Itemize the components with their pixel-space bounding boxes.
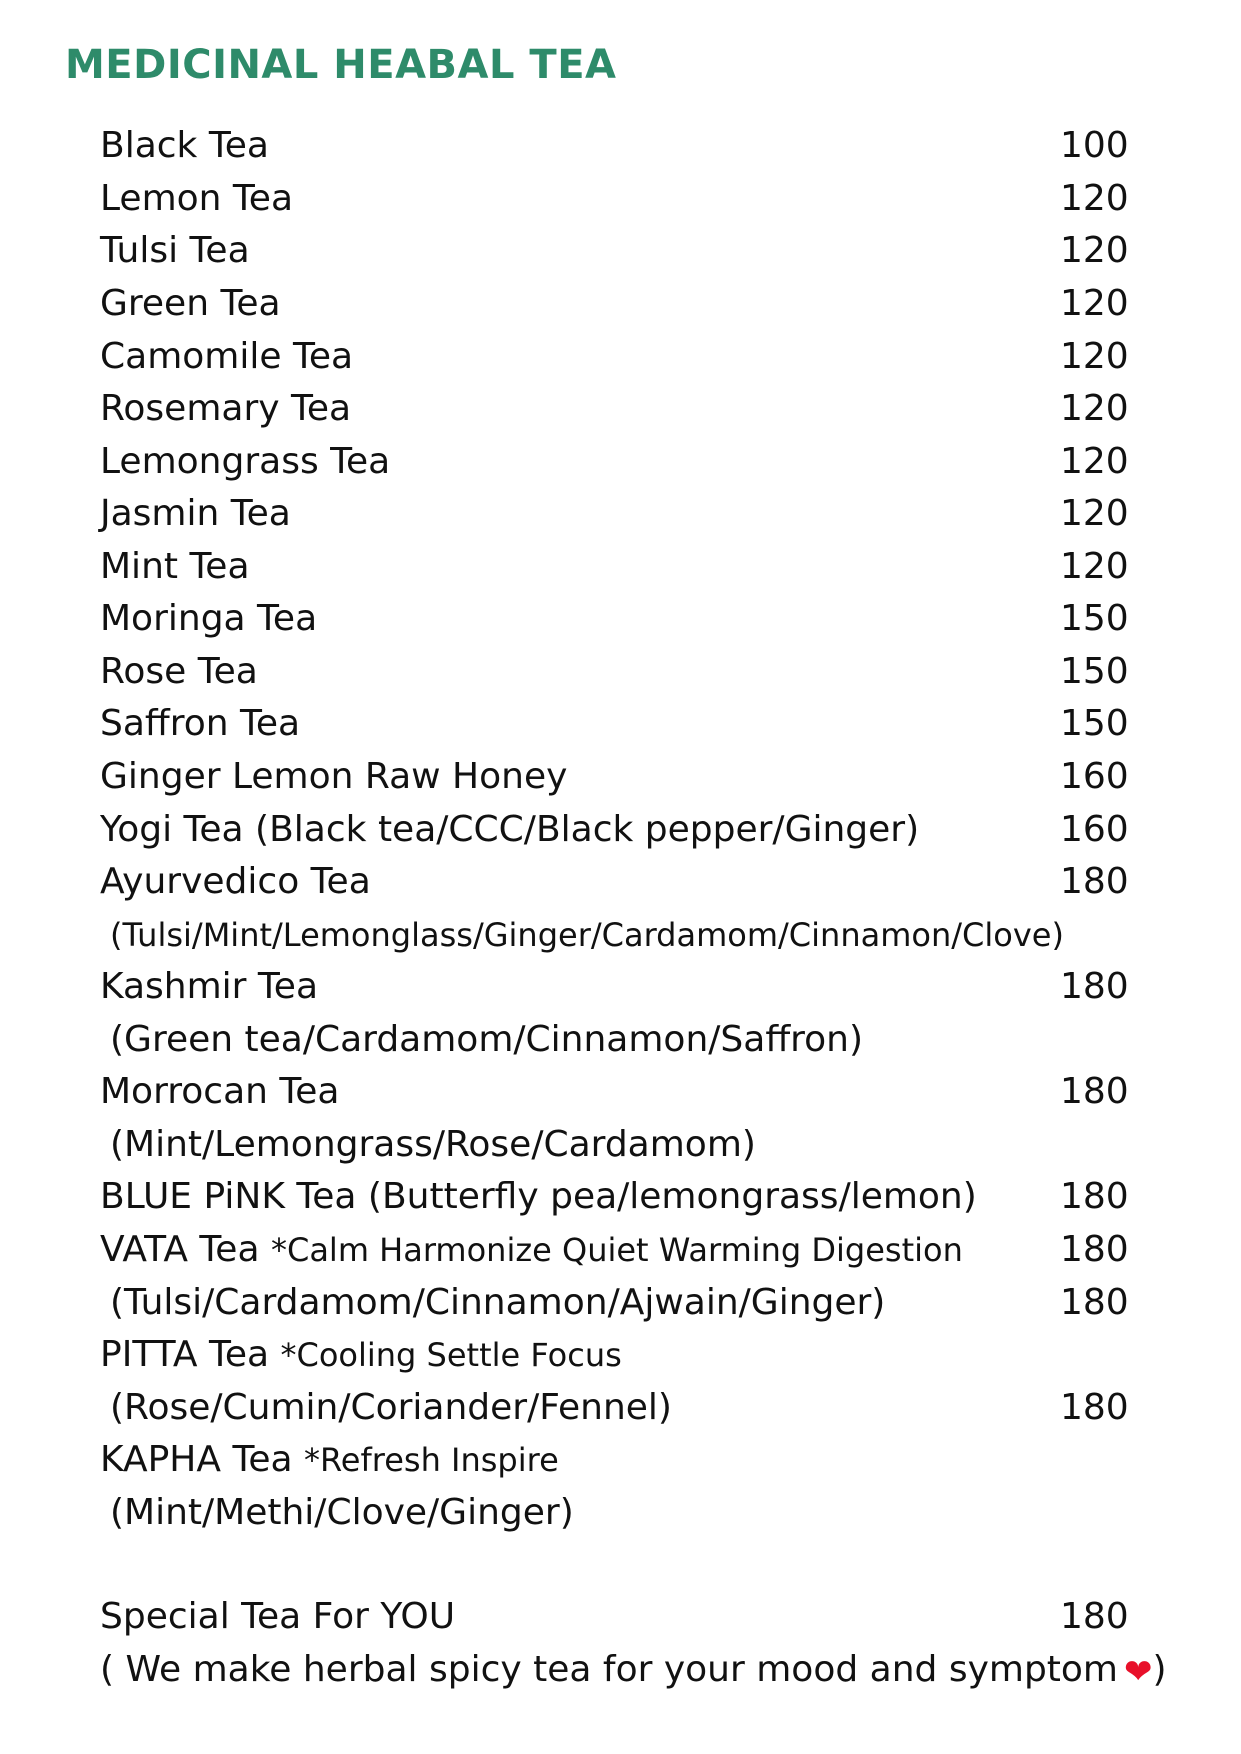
menu-item-name: Morrocan Tea [100,1071,340,1112]
menu-item-name: PITTA Tea [100,1334,270,1375]
menu-item-price: 180 [1060,861,1129,902]
menu-item-price: 160 [1060,809,1129,850]
menu-item-name: Mint Tea [100,546,250,587]
menu-item-name: Moringa Tea [100,598,318,639]
menu-item-price: 180 [1060,1176,1129,1217]
menu-item-name: Green Tea [100,283,281,324]
menu-item-name: Kashmir Tea [100,966,319,1007]
menu-item-price: 150 [1060,598,1129,639]
menu-item-name: Rose Tea [100,651,258,692]
menu-item-ingredients: (Mint/Methi/Clove/Ginger) [110,1492,574,1533]
menu-item-price: 160 [1060,756,1129,797]
menu-item-note: *Cooling Settle Focus [280,1336,622,1374]
menu-item-price: 180 [1060,1387,1129,1428]
menu-item-name: Lemon Tea [100,178,294,219]
menu-item-name: Black Tea [100,125,269,166]
menu-item-name: Saffron Tea [100,703,301,744]
menu-item-name: Yogi Tea (Black tea/CCC/Black pepper/Ginger) [100,809,920,850]
menu-item-row [100,1434,559,1486]
menu-item-price: 180 [1060,966,1129,1007]
menu-item-name: KAPHA Tea [100,1439,293,1480]
menu-item-price: 120 [1060,178,1129,219]
menu-item-price: 150 [1060,703,1129,744]
heart-icon: ❤ [1124,1652,1153,1692]
menu-item-name: BLUE PiNK Tea (Butterfly pea/lemongrass/lemon) [100,1176,977,1217]
menu-item-ingredients: (Mint/Lemongrass/Rose/Cardamom) [110,1124,756,1165]
menu-item-name: Rosemary Tea [100,388,352,429]
menu-item-name: Lemongrass Tea [100,441,391,482]
special-note-close: ) [1152,1649,1167,1690]
menu-item-price: 120 [1060,441,1129,482]
menu-item-row [100,1329,622,1381]
menu-item-note: *Refresh Inspire [304,1441,559,1479]
special-note [100,1644,1167,1696]
menu-item-ingredients: (Green tea/Cardamom/Cinnamon/Saffron) [110,1019,864,1060]
menu-item-price: 120 [1060,283,1129,324]
menu-item-price: 120 [1060,336,1129,377]
special-note-text: ( We make herbal spicy tea for your mood and symptom [100,1649,1119,1690]
menu-item-name: Camomile Tea [100,336,354,377]
menu-item-price: 150 [1060,651,1129,692]
menu-item-ingredients: (Tulsi/Mint/Lemonglass/Ginger/Cardamom/Cinnamon/Clove) [110,916,1064,954]
menu-item-name: Tulsi Tea [100,230,250,271]
menu-item-name: VATA Tea [100,1229,260,1270]
menu-item-row [100,1224,963,1276]
menu-item-name: Ayurvedico Tea [100,861,371,902]
menu-item-price: 120 [1060,388,1129,429]
menu-item-price: 180 [1060,1229,1129,1270]
menu-item-name: Jasmin Tea [100,493,291,534]
menu-item-price: 120 [1060,230,1129,271]
menu-item-price: 180 [1060,1071,1129,1112]
menu-item-name: Ginger Lemon Raw Honey [100,756,568,797]
menu-item-price: 100 [1060,125,1129,166]
menu-item-ingredients: (Tulsi/Cardamom/Cinnamon/Ajwain/Ginger) [110,1282,886,1323]
page-title: MEDICINAL HEABAL TEA [65,42,617,88]
menu-item-price: 120 [1060,546,1129,587]
menu-item-note: *Calm Harmonize Quiet Warming Digestion [270,1231,963,1269]
special-name: Special Tea For YOU [100,1596,456,1637]
menu-item-price: 120 [1060,493,1129,534]
menu-item-ingredients: (Rose/Cumin/Coriander/Fennel) [110,1387,672,1428]
special-price: 180 [1060,1596,1129,1637]
menu-item-price: 180 [1060,1282,1129,1323]
